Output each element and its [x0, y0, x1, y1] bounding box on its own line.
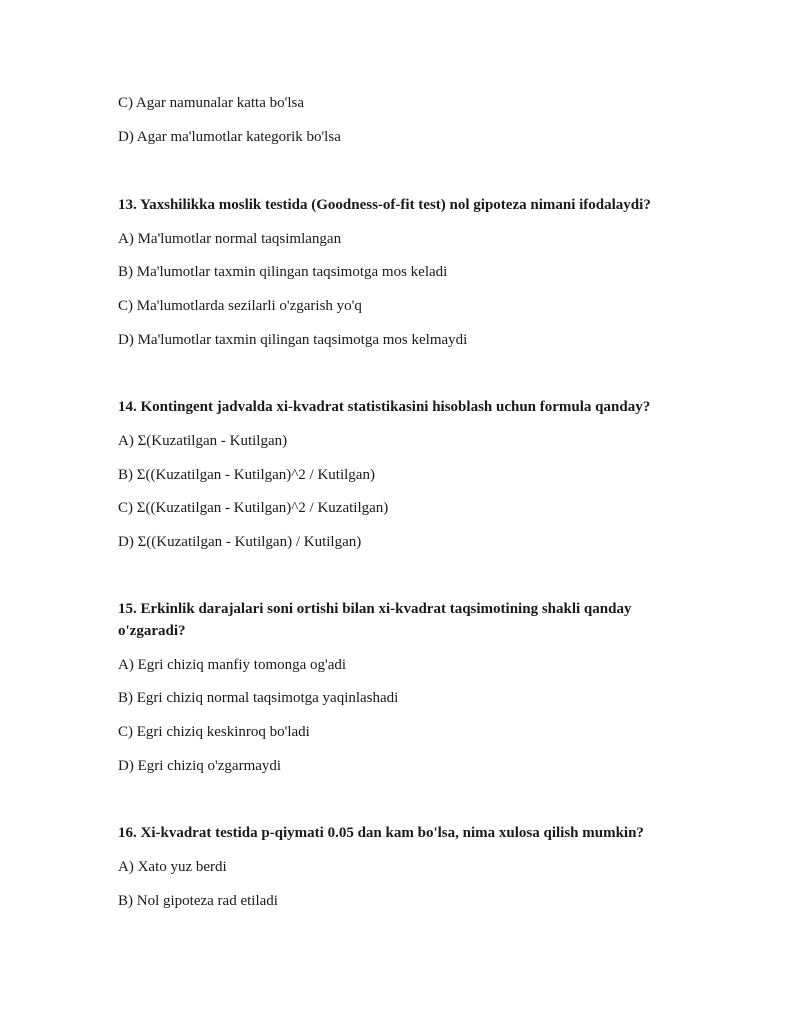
option-14-d: D) Σ((Kuzatilgan - Kutilgan) / Kutilgan) — [118, 534, 362, 550]
option-12-c: C) Agar namunalar katta bo'lsa — [118, 95, 304, 111]
option-14-c: C) Σ((Kuzatilgan - Kutilgan)^2 / Kuzatilgan) — [118, 500, 389, 516]
question-13: 13. Yaxshilikka moslik testida (Goodness-of-fit test) nol gipoteza nimani ifodalaydi? — [118, 197, 651, 213]
option-14-b: B) Σ((Kuzatilgan - Kutilgan)^2 / Kutilgan) — [118, 467, 375, 483]
option-13-b: B) Ma'lumotlar taxmin qilingan taqsimotga mos keladi — [118, 264, 448, 280]
question-16: 16. Xi-kvadrat testida p-qiymati 0.05 dan kam bo'lsa, nima xulosa qilish mumkin? — [118, 825, 644, 841]
option-16-b: B) Nol gipoteza rad etiladi — [118, 893, 278, 909]
option-15-c: C) Egri chiziq keskinroq bo'ladi — [118, 724, 310, 740]
option-15-b: B) Egri chiziq normal taqsimotga yaqinlashadi — [118, 690, 399, 706]
option-13-a: A) Ma'lumotlar normal taqsimlangan — [118, 231, 342, 247]
option-13-c: C) Ma'lumotlarda sezilarli o'zgarish yo'q — [118, 298, 362, 314]
option-15-d: D) Egri chiziq o'zgarmaydi — [118, 758, 282, 774]
option-14-a: A) Σ(Kuzatilgan - Kutilgan) — [118, 433, 288, 449]
question-15: 15. Erkinlik darajalari soni ortishi bilan xi-kvadrat taqsimotining shakli qanday o'zgaradi? — [118, 601, 632, 639]
option-13-d: D) Ma'lumotlar taxmin qilingan taqsimotga mos kelmaydi — [118, 332, 468, 348]
option-12-d: D) Agar ma'lumotlar kategorik bo'lsa — [118, 129, 341, 145]
question-14: 14. Kontingent jadvalda xi-kvadrat statistikasini hisoblash uchun formula qanday? — [118, 399, 651, 415]
option-15-a: A) Egri chiziq manfiy tomonga og'adi — [118, 657, 347, 673]
option-16-a: A) Xato yuz berdi — [118, 859, 227, 875]
